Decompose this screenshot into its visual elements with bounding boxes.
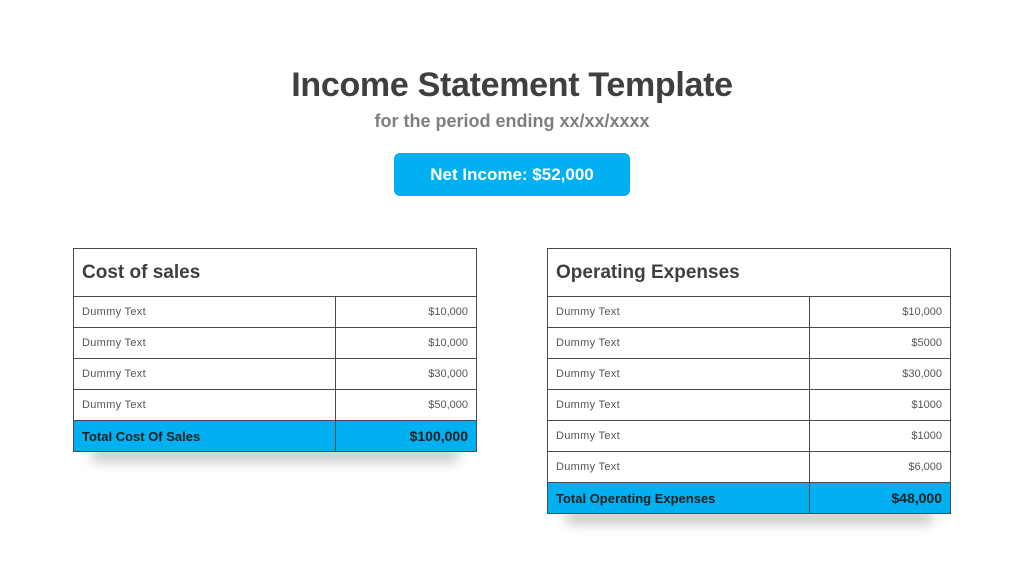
- table-row: [548, 359, 951, 390]
- row-value: $5000: [809, 328, 950, 359]
- row-label: Dummy Text: [74, 328, 336, 359]
- table-row: [548, 328, 951, 359]
- cost-of-sales-panel: [73, 248, 477, 452]
- operating-expenses-title: Operating Expenses: [548, 249, 951, 297]
- table-row: [548, 452, 951, 483]
- total-label: Total Operating Expenses: [548, 483, 810, 514]
- operating-expenses-table: [547, 248, 951, 514]
- row-value: $30,000: [809, 359, 950, 390]
- table-row: [74, 359, 477, 390]
- total-label: Total Cost Of Sales: [74, 421, 336, 452]
- page-subtitle: for the period ending xx/xx/xxxx: [374, 111, 650, 131]
- total-row: [74, 421, 477, 452]
- table-row: [548, 390, 951, 421]
- row-value: $1000: [809, 421, 950, 452]
- row-label: Dummy Text: [74, 297, 336, 328]
- total-value: $100,000: [335, 421, 476, 452]
- row-value: $1000: [809, 390, 950, 421]
- total-value: $48,000: [809, 483, 950, 514]
- row-value: $10,000: [809, 297, 950, 328]
- row-label: Dummy Text: [548, 452, 810, 483]
- table-row: [548, 421, 951, 452]
- row-label: Dummy Text: [548, 390, 810, 421]
- table-row: [548, 297, 951, 328]
- row-label: Dummy Text: [548, 297, 810, 328]
- row-value: $10,000: [335, 297, 476, 328]
- row-value: $30,000: [335, 359, 476, 390]
- operating-expenses-panel: [547, 248, 951, 514]
- page-title: Income Statement Template: [291, 66, 733, 104]
- row-label: Dummy Text: [74, 359, 336, 390]
- row-value: $50,000: [335, 390, 476, 421]
- row-label: Dummy Text: [548, 359, 810, 390]
- row-value: $6,000: [809, 452, 950, 483]
- row-label: Dummy Text: [74, 390, 336, 421]
- net-income-badge: Net Income: $52,000: [394, 153, 630, 196]
- cost-of-sales-title: Cost of sales: [74, 249, 477, 297]
- cost-of-sales-table: [73, 248, 477, 452]
- table-row: [74, 390, 477, 421]
- row-label: Dummy Text: [548, 421, 810, 452]
- row-value: $10,000: [335, 328, 476, 359]
- table-row: [74, 297, 477, 328]
- total-row: [548, 483, 951, 514]
- row-label: Dummy Text: [548, 328, 810, 359]
- table-row: [74, 328, 477, 359]
